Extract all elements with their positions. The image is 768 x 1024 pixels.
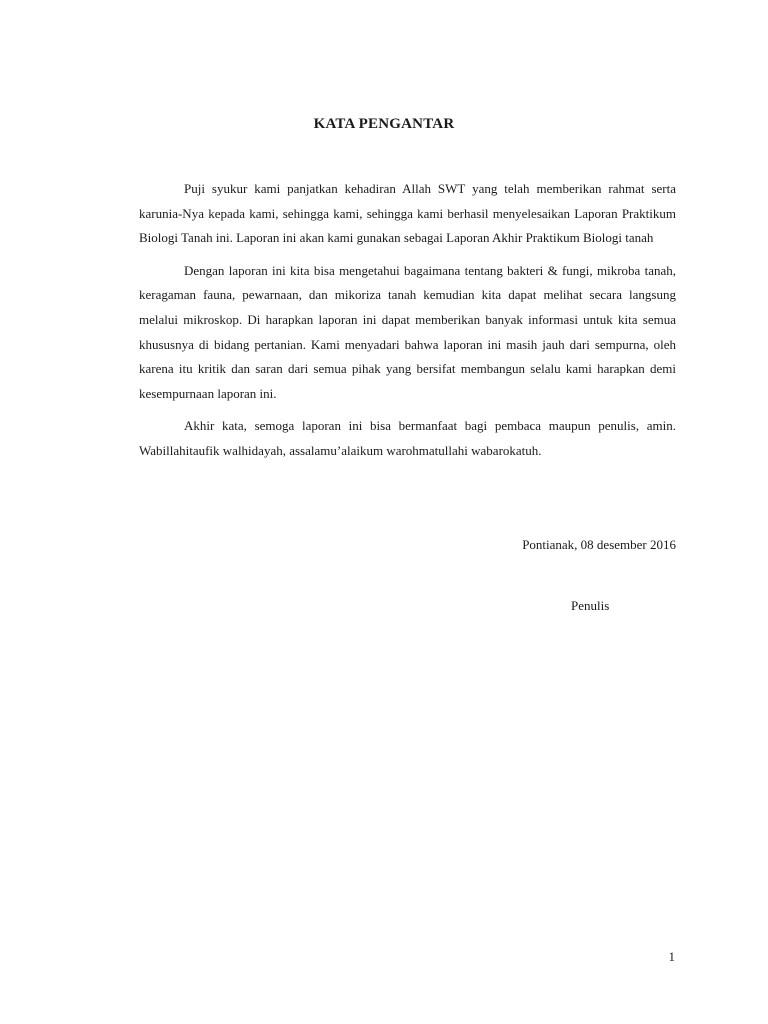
document-body — [139, 177, 676, 472]
paragraph-content: Dengan laporan ini kita bisa mengetahui bagaimana tentang bakteri & fungi, mikroba tanah, keragaman fauna, pewarnaan, dan mikoriza tanah kemudian kita dapat melihat secara langsung melalui mikroskop. Di harapkan laporan ini dapat memberikan banyak informasi untuk kita semua khususnya di bidang pertanian. Kami menyadari bahwa laporan ini masih jauh dari sempurna, oleh karena itu kritik dan saran dari semua pihak yang bersifat membangun selalu kami harapkan demi kesempurnaan laporan ini. — [139, 262, 676, 401]
signer-label: Penulis — [571, 598, 610, 613]
paragraph-closing: Akhir kata, semoga laporan ini bisa bermanfaat bagi pembaca maupun penulis, amin. Wabillahitaufik walhidayah, assalamu’alaikum warohmatullahi wabarokatuh. — [139, 418, 676, 458]
paragraph-opening: Puji syukur kami panjatkan kehadiran Allah SWT yang telah memberikan rahmat serta karunia-Nya kepada kami, sehingga kami, sehingga kami berhasil menyelesaikan Laporan Praktikum Biologi Tanah ini. Laporan ini akan kami gunakan sebagai Laporan Akhir Praktikum Biologi tanah — [139, 181, 676, 246]
page-number: 1 — [668, 949, 675, 964]
page-title: KATA PENGANTAR — [313, 116, 455, 132]
place-date: Pontianak, 08 desember 2016 — [522, 537, 676, 552]
